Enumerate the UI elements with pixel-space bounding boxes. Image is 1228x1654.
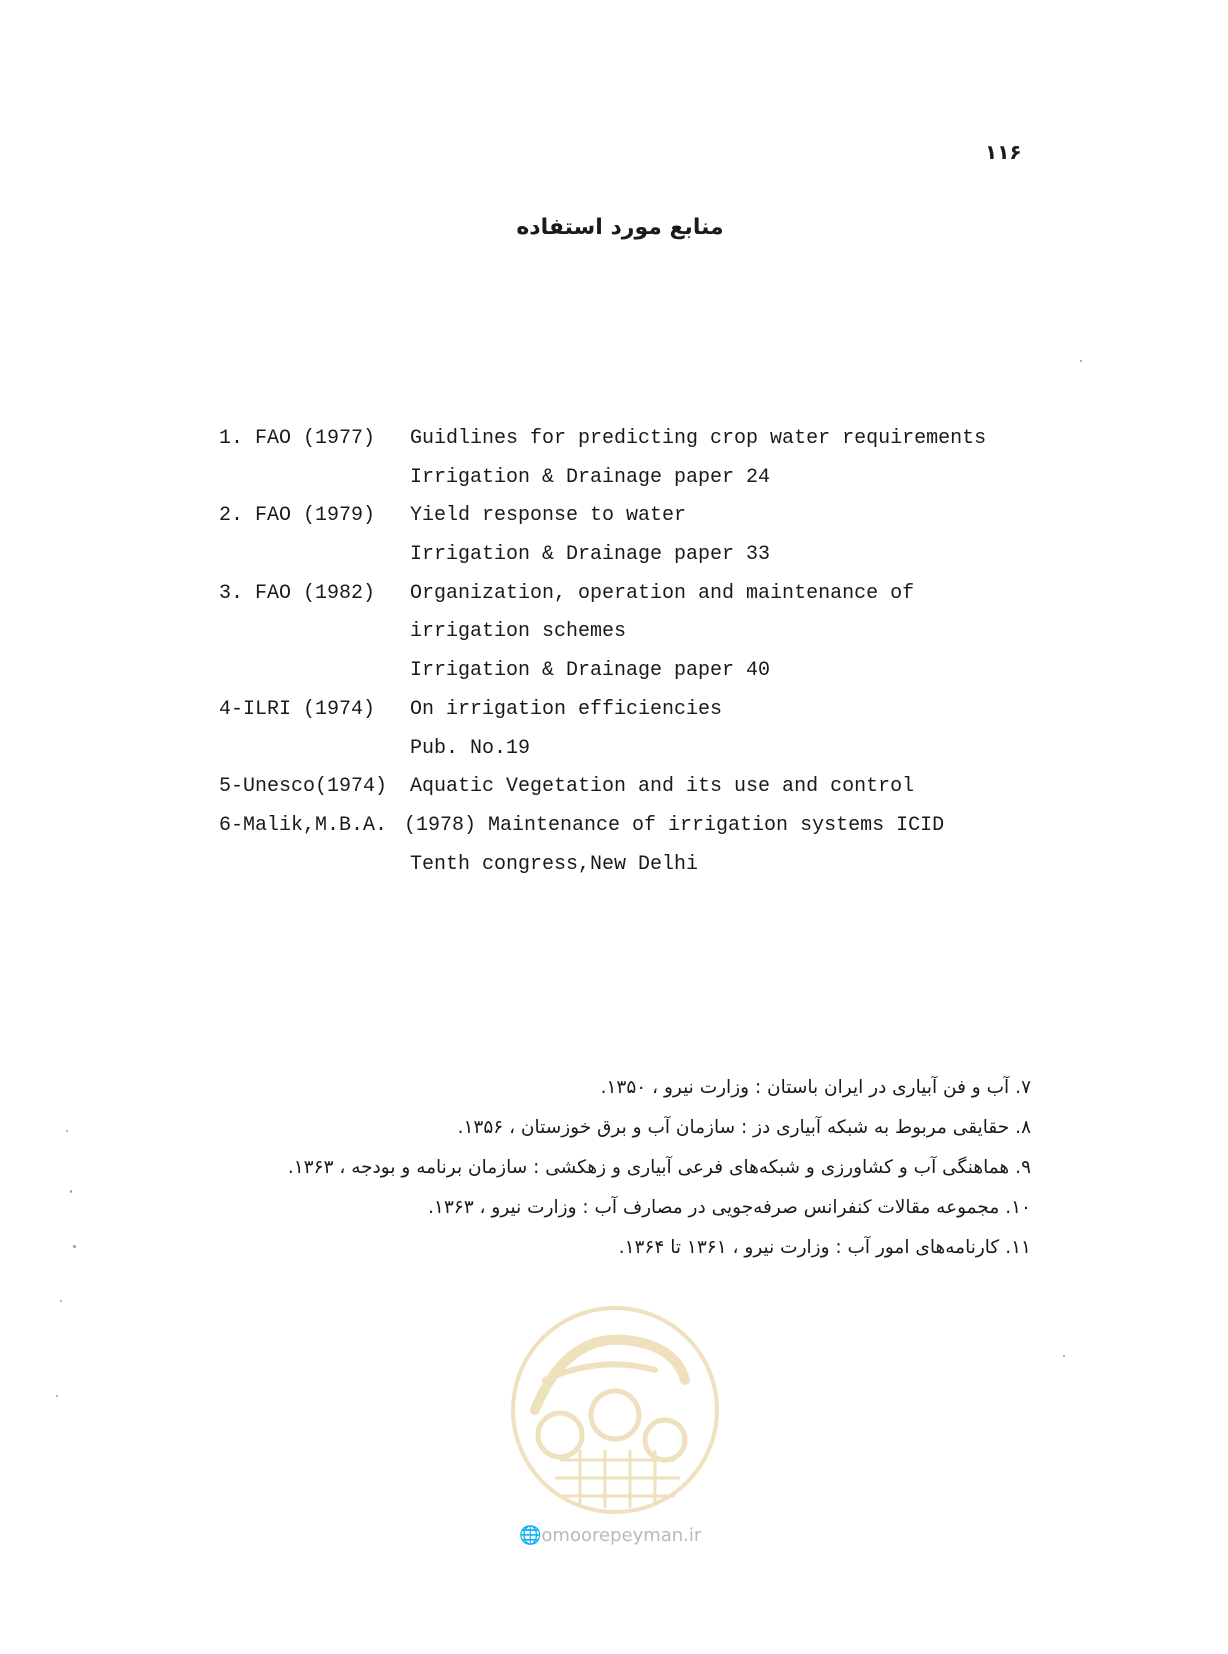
persian-reference-number: ۷. xyxy=(1015,1077,1031,1098)
reference-line xyxy=(219,768,1089,807)
reference-line xyxy=(219,807,1089,846)
watermark-logo xyxy=(505,1300,725,1520)
persian-reference-text: کارنامه‌های امور آب : وزارت نیرو ، ۱۳۶۱ تا ۱۳۶۴. xyxy=(618,1237,1000,1258)
persian-reference-item xyxy=(200,1188,1031,1228)
reference-line xyxy=(219,691,1089,730)
reference-text: irrigation schemes xyxy=(410,620,627,644)
reference-line xyxy=(219,536,1089,575)
reference-text: Irrigation & Drainage paper 24 xyxy=(410,465,771,489)
reference-line xyxy=(219,730,1089,769)
reference-line xyxy=(219,497,1089,536)
persian-reference-text: هماهنگی آب و کشاورزی و شبکه‌های فرعی آبیاری و زهکشی : سازمان برنامه و بودجه ، ۱۳۶۳. xyxy=(287,1157,1010,1178)
reference-line xyxy=(219,420,1089,459)
scan-speck xyxy=(1063,1355,1065,1357)
reference-line xyxy=(219,459,1089,498)
reference-key: 6-Malik,M.B.A. xyxy=(219,813,388,837)
reference-line xyxy=(219,575,1089,614)
watermark-url-text: omoorepeyman.ir xyxy=(541,1525,702,1546)
scan-speck xyxy=(73,1245,76,1248)
gear-icon xyxy=(538,1391,685,1460)
persian-reference-item xyxy=(200,1068,1031,1108)
persian-reference-item xyxy=(200,1108,1031,1148)
reference-key: 1. FAO (1977) xyxy=(219,427,376,450)
reference-text: Yield response to water xyxy=(410,504,687,528)
watermark-url xyxy=(519,1525,719,1546)
globe-icon: 🌐 xyxy=(519,1525,542,1546)
page-title: منابع مورد استفاده xyxy=(516,215,724,240)
reference-line xyxy=(219,846,1089,885)
page-number: ۱۱۶ xyxy=(985,140,1022,164)
persian-reference-list xyxy=(200,1068,1031,1268)
reference-line xyxy=(219,652,1089,691)
scan-speck xyxy=(1080,360,1082,362)
reference-text: Irrigation & Drainage paper 40 xyxy=(410,659,771,683)
reference-key: 2. FAO (1979) xyxy=(219,504,376,528)
reference-text: Guidlines for predicting crop water requirements xyxy=(410,427,987,450)
persian-reference-number: ۹. xyxy=(1015,1157,1031,1178)
reference-line xyxy=(219,613,1089,652)
reference-key: 3. FAO (1982) xyxy=(219,581,376,605)
scan-speck xyxy=(70,1190,72,1193)
persian-reference-number: ۸. xyxy=(1015,1117,1031,1138)
scan-speck xyxy=(66,1130,68,1132)
persian-reference-text: حقایقی مربوط به شبکه آبیاری دز : سازمان آب و برق خوزستان ، ۱۳۵۶. xyxy=(457,1117,1010,1138)
persian-reference-item xyxy=(200,1148,1031,1188)
reference-text: Aquatic Vegetation and its use and control xyxy=(410,775,915,799)
scan-speck xyxy=(56,1395,58,1397)
reference-text: Tenth congress,New Delhi xyxy=(410,852,699,876)
reference-key: 4-ILRI (1974) xyxy=(219,697,376,721)
reference-text: On irrigation efficiencies xyxy=(410,697,723,721)
persian-reference-number: ۱۱. xyxy=(1005,1237,1031,1258)
persian-reference-number: ۱۰. xyxy=(1005,1197,1031,1218)
reference-text: Irrigation & Drainage paper 33 xyxy=(410,543,771,567)
scan-speck xyxy=(60,1300,62,1302)
persian-reference-text: آب و فن آبیاری در ایران باستان : وزارت نیرو ، ۱۳۵۰. xyxy=(600,1077,1010,1098)
reference-key: 5-Unesco(1974) xyxy=(219,775,388,799)
english-reference-list xyxy=(219,420,1089,884)
reference-text: (1978) Maintenance of irrigation systems ICID xyxy=(404,813,945,837)
reference-text: Organization, operation and maintenance of xyxy=(410,581,915,605)
persian-reference-item xyxy=(200,1228,1031,1268)
reference-text: Pub. No.19 xyxy=(410,736,531,760)
persian-reference-text: مجموعه مقالات کنفرانس صرفه‌جویی در مصارف آب : وزارت نیرو ، ۱۳۶۳. xyxy=(428,1197,1000,1218)
